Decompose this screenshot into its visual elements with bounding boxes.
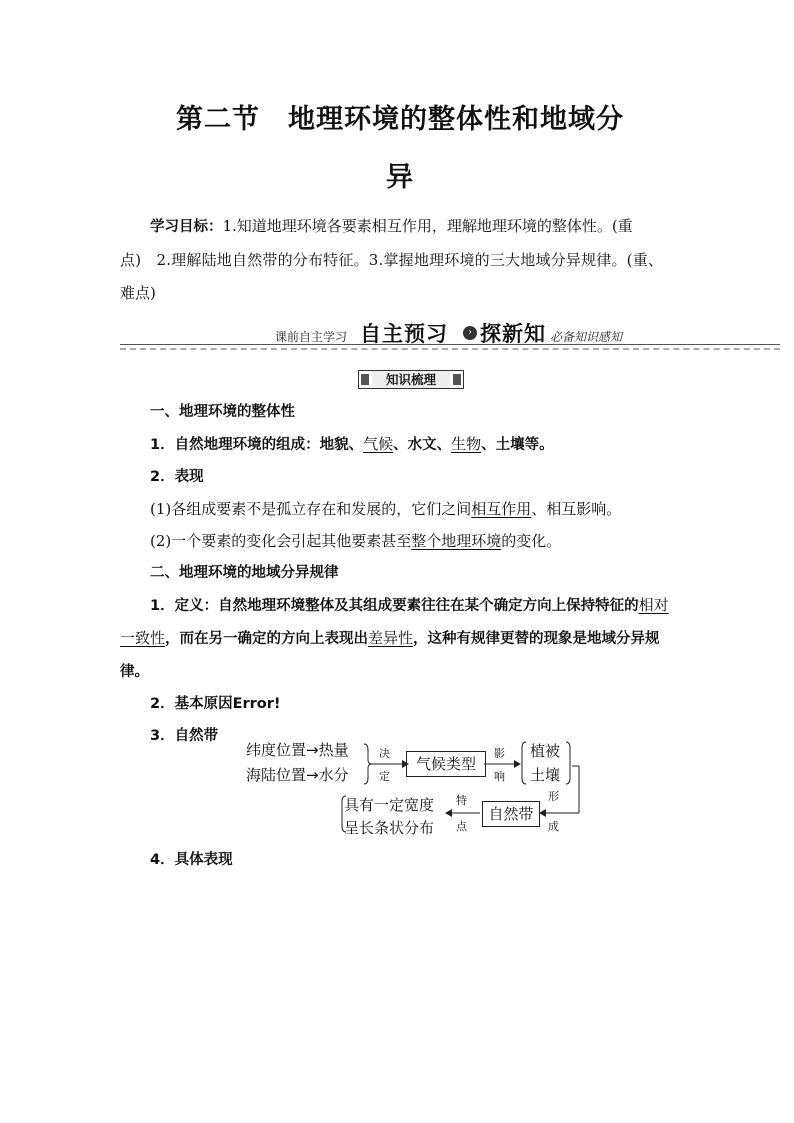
page-title-continued: 异 [386,162,414,193]
section-1-point-2: (2)一个要素的变化会引起其他要素甚至整个地理环境的变化。 [150,532,562,550]
diagram-char-width: 具有一定宽度 [344,796,435,814]
diagram-label-form-2: 成 [548,820,559,833]
diagram-label-influence-2: 响 [494,770,505,783]
banner-divider-dashed [120,348,780,350]
section-2-item-2: 2．基本原因Error! [150,696,281,712]
natural-zone-box: 自然带 [482,801,540,827]
diagram-char-strip: 呈长条状分布 [344,819,435,837]
section-1-item-2: 2．表现 [150,469,204,485]
banner-main-text: 自主预习 [360,322,448,346]
chevron-right-icon: › [463,326,477,340]
objectives-line-1: 1.知道地理环境各要素相互作用，理解地理环境的整体性。(重 [222,217,633,235]
underlined-answer: 生物 [451,435,482,453]
banner-divider [120,344,780,345]
section-banner [120,320,780,354]
section-1 [120,396,676,752]
diagram-label-feature-1: 特 [456,794,467,807]
diagram-label-form-1: 形 [548,790,559,803]
section-2-item-3: 3．自然带 [150,728,219,744]
objectives-label: 学习目标： [150,219,223,235]
underlined-answer: 相互作用 [471,500,532,518]
climate-type-box: 气候类型 [406,751,486,777]
banner-right-text: 必备知识感知 [550,330,623,344]
page-title: 第二节 地理环境的整体性和地域分 [176,104,624,135]
diagram-label-decide-2: 定 [379,770,390,783]
diagram-sea-land-water: 海陆位置→水分 [246,766,349,784]
section-1-heading: 一、地理环境的整体性 [150,404,295,420]
section-2-tail [120,844,676,876]
section-2-item-4: 4．具体表现 [150,852,233,868]
objectives-line-3: 难点) [120,284,156,302]
section-1-item-1: 1．自然地理环境的组成：地貌、气候、水文、生物、土壤等。 [150,435,554,453]
underlined-answer: 整个地理环境 [411,532,502,550]
diagram-vegetation: 植被 [530,742,561,760]
section-1-point-1: (1)各组成要素不是孤立存在和发展的，它们之间相互作用、相互影响。 [150,500,622,518]
objectives-line-2: 点) 2.理解陆地自然带的分布特征。3.掌握地理环境的三大地域分异规律。(重、 [120,251,664,269]
section-2-heading: 二、地理环境的地域分异规律 [150,565,339,581]
diagram-latitude-heat: 纬度位置→热量 [246,741,349,759]
section-2-definition: 1．定义：自然地理环境整体及其组成要素往往在某个确定方向上保持特征的相对一致性，而在另一确定的方向上表现出差异性，这种有规律更替的现象是地域分异规律。 [120,596,669,680]
banner-left-text: 课前自主学习 [275,330,348,344]
learning-objectives [120,210,676,310]
knowledge-tag: 知识梳理 [358,370,464,389]
diagram-label-decide-1: 决 [379,747,390,760]
diagram-label-influence-1: 影 [494,747,505,760]
underlined-answer: 差异性 [368,629,414,647]
underlined-answer: 气候 [363,435,394,453]
natural-zone-diagram [246,738,586,838]
diagram-soil: 土壤 [530,766,561,784]
banner-main-text-2: 探新知 [480,322,546,346]
underlined-answer: 相对一致性 [120,596,669,647]
diagram-label-feature-2: 点 [456,820,467,833]
